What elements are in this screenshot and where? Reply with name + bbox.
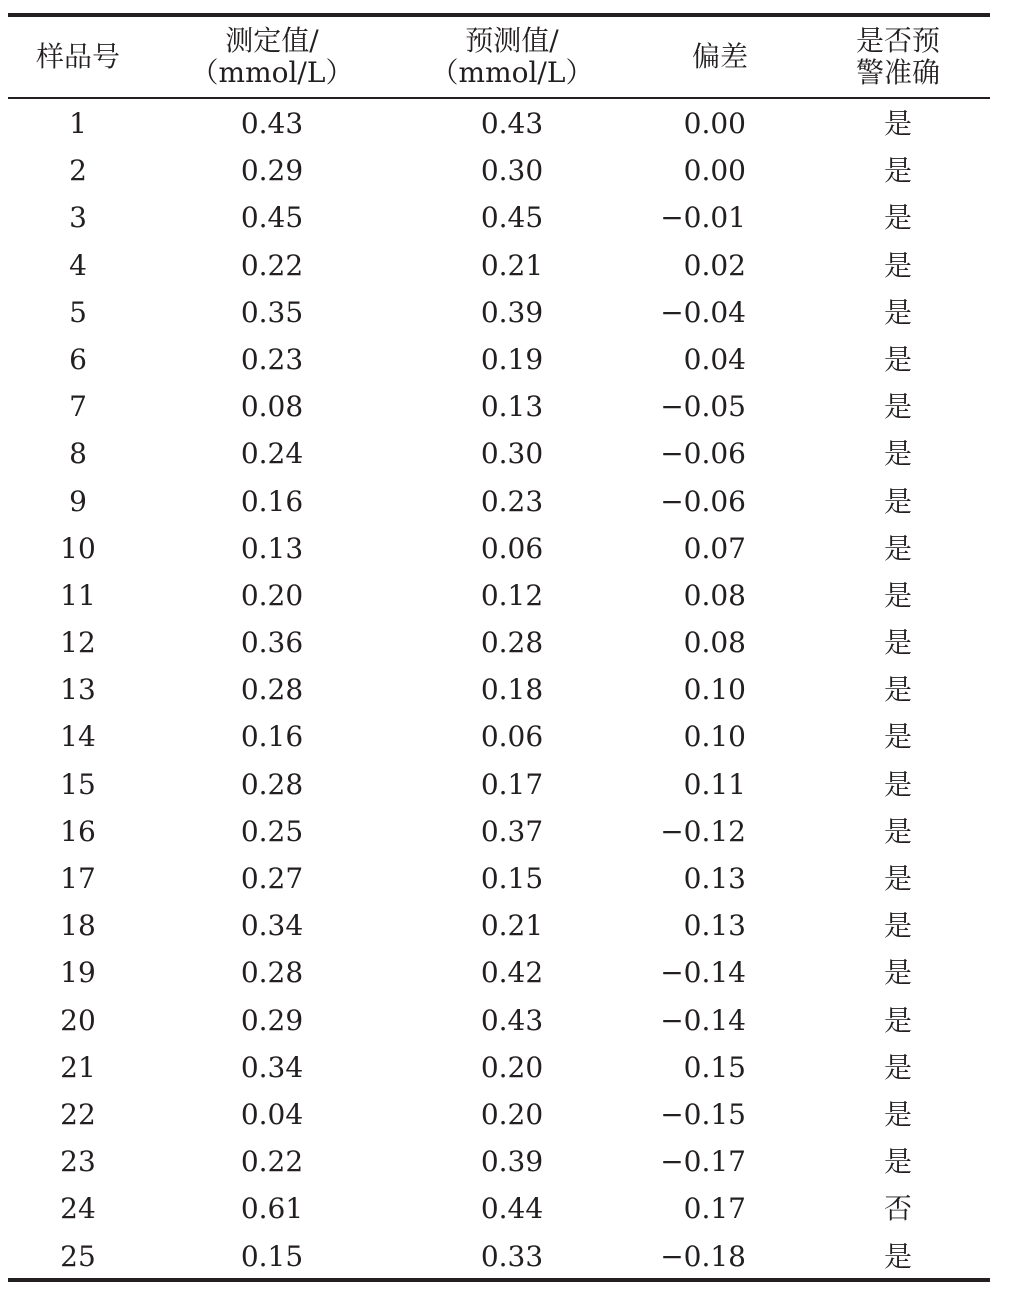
cell-sample-number: 2: [69, 154, 87, 188]
header-predicted-value-line-2: （mmol/L）: [430, 56, 594, 89]
cell-measured-value: 0.29: [240, 154, 304, 188]
cell-predicted-value: 0.13: [480, 390, 544, 424]
table-row: [0, 1233, 1009, 1280]
cell-predicted-value: 0.20: [480, 1097, 544, 1131]
cell-measured-value: 0.43: [240, 107, 304, 140]
cell-deviation: 0.15: [683, 1050, 746, 1084]
cell-predicted-value: 0.15: [480, 862, 544, 895]
cell-warning-accurate: 是: [883, 814, 912, 848]
cell-sample-number: 5: [69, 295, 87, 329]
table-row: [0, 572, 1009, 619]
cell-predicted-value: 0.42: [480, 956, 544, 990]
cell-predicted-value: 0.30: [480, 154, 544, 188]
cell-sample-number: 18: [60, 909, 96, 943]
cell-warning-accurate: 是: [883, 1050, 912, 1084]
cell-warning-accurate: 是: [883, 342, 912, 376]
cell-deviation: 0.13: [683, 862, 746, 895]
cell-deviation: 0.07: [683, 531, 746, 565]
cell-measured-value: 0.08: [240, 390, 304, 424]
header-warning-accurate: [848, 17, 948, 97]
table-row: [0, 997, 1009, 1044]
cell-measured-value: 0.23: [240, 342, 304, 376]
cell-predicted-value: 0.06: [480, 531, 544, 565]
cell-deviation: −0.14: [660, 1003, 746, 1037]
cell-predicted-value: 0.18: [480, 673, 544, 707]
cell-warning-accurate: 是: [883, 862, 912, 895]
cell-sample-number: 10: [60, 531, 96, 565]
cell-deviation: 0.17: [683, 1192, 746, 1226]
cell-predicted-value: 0.30: [480, 437, 544, 471]
cell-sample-number: 8: [69, 437, 87, 471]
table-row: [0, 902, 1009, 949]
cell-measured-value: 0.29: [240, 1003, 304, 1037]
header-measured-value-line-1: 测定值/: [225, 24, 319, 57]
cell-sample-number: 24: [60, 1192, 96, 1226]
table-row: [0, 1044, 1009, 1091]
table-row: [0, 808, 1009, 855]
table-row: [0, 147, 1009, 194]
table-row: [0, 336, 1009, 383]
cell-predicted-value: 0.21: [480, 248, 544, 282]
cell-warning-accurate: 是: [883, 437, 912, 471]
table-row: [0, 430, 1009, 477]
cell-sample-number: 23: [60, 1145, 96, 1179]
cell-sample-number: 12: [60, 626, 96, 660]
cell-deviation: 0.04: [683, 342, 746, 376]
cell-measured-value: 0.20: [240, 578, 304, 612]
header-predicted-value-line-1: 预测值/: [465, 24, 559, 57]
cell-measured-value: 0.15: [240, 1239, 304, 1273]
cell-warning-accurate: 是: [883, 673, 912, 707]
table-row: [0, 525, 1009, 572]
cell-predicted-value: 0.44: [480, 1192, 544, 1226]
cell-warning-accurate: 是: [883, 531, 912, 565]
cell-measured-value: 0.04: [240, 1097, 304, 1131]
cell-deviation: −0.05: [660, 390, 746, 424]
cell-measured-value: 0.25: [240, 814, 304, 848]
cell-warning-accurate: 是: [883, 1097, 912, 1131]
table-row: [0, 242, 1009, 289]
cell-deviation: 0.13: [683, 909, 746, 943]
cell-sample-number: 21: [60, 1050, 96, 1084]
cell-sample-number: 4: [69, 248, 87, 282]
cell-predicted-value: 0.37: [480, 814, 544, 848]
cell-warning-accurate: 是: [883, 909, 912, 943]
cell-deviation: 0.02: [683, 248, 746, 282]
table-row: [0, 194, 1009, 241]
cell-deviation: 0.10: [683, 673, 746, 707]
cell-predicted-value: 0.28: [480, 626, 544, 660]
cell-deviation: −0.15: [660, 1097, 746, 1131]
cell-deviation: −0.12: [660, 814, 746, 848]
cell-sample-number: 19: [60, 956, 96, 990]
cell-deviation: −0.06: [660, 484, 746, 518]
cell-measured-value: 0.34: [240, 1050, 304, 1084]
cell-warning-accurate: 是: [883, 1239, 912, 1273]
table-header-rule: [8, 97, 990, 99]
cell-warning-accurate: 是: [883, 1003, 912, 1037]
cell-warning-accurate: 是: [883, 626, 912, 660]
cell-warning-accurate: 是: [883, 390, 912, 424]
cell-sample-number: 25: [60, 1239, 96, 1273]
header-predicted-value: [412, 17, 612, 97]
cell-warning-accurate: 是: [883, 201, 912, 235]
cell-warning-accurate: 是: [883, 578, 912, 612]
cell-measured-value: 0.36: [240, 626, 304, 660]
table-row: [0, 666, 1009, 713]
cell-warning-accurate: 是: [883, 107, 912, 140]
cell-warning-accurate: 是: [883, 1145, 912, 1179]
cell-sample-number: 22: [60, 1097, 96, 1131]
header-deviation-line: 偏差: [691, 40, 748, 73]
cell-sample-number: 7: [69, 390, 87, 424]
cell-deviation: −0.04: [660, 295, 746, 329]
table-row: [0, 478, 1009, 525]
cell-sample-number: 11: [60, 578, 96, 612]
cell-deviation: 0.00: [683, 154, 746, 188]
cell-warning-accurate: 是: [883, 484, 912, 518]
cell-sample-number: 6: [69, 342, 87, 376]
cell-deviation: 0.00: [683, 107, 746, 140]
cell-sample-number: 13: [60, 673, 96, 707]
table-row: [0, 949, 1009, 996]
cell-measured-value: 0.35: [240, 295, 304, 329]
cell-sample-number: 16: [60, 814, 96, 848]
cell-measured-value: 0.27: [240, 862, 304, 895]
table-row: [0, 1138, 1009, 1185]
header-sample-number: [28, 17, 128, 97]
header-sample-number-line: 样品号: [35, 40, 120, 73]
cell-predicted-value: 0.43: [480, 1003, 544, 1037]
caption-fragment: [0, 0, 1009, 14]
cell-warning-accurate: 是: [883, 248, 912, 282]
cell-warning-accurate: 是: [883, 767, 912, 801]
cell-sample-number: 20: [60, 1003, 96, 1037]
table-row: [0, 761, 1009, 808]
cell-deviation: −0.14: [660, 956, 746, 990]
cell-predicted-value: 0.39: [480, 295, 544, 329]
cell-measured-value: 0.34: [240, 909, 304, 943]
table-row: [0, 713, 1009, 760]
cell-measured-value: 0.61: [240, 1192, 304, 1226]
cell-deviation: −0.06: [660, 437, 746, 471]
cell-measured-value: 0.28: [240, 956, 304, 990]
cell-predicted-value: 0.19: [480, 342, 544, 376]
cell-predicted-value: 0.21: [480, 909, 544, 943]
cell-warning-accurate: 否: [883, 1192, 912, 1226]
cell-sample-number: 1: [69, 107, 87, 140]
cell-sample-number: 9: [69, 484, 87, 518]
cell-deviation: −0.18: [660, 1239, 746, 1273]
table-row: [0, 289, 1009, 336]
header-warning-accurate-line-1: 是否预: [855, 24, 940, 57]
table-row: [0, 100, 1009, 147]
cell-sample-number: 17: [60, 862, 96, 895]
cell-deviation: 0.11: [683, 767, 746, 801]
cell-warning-accurate: 是: [883, 720, 912, 754]
cell-predicted-value: 0.20: [480, 1050, 544, 1084]
table-row: [0, 1185, 1009, 1232]
cell-warning-accurate: 是: [883, 956, 912, 990]
cell-measured-value: 0.28: [240, 767, 304, 801]
header-measured-value: [172, 17, 372, 97]
cell-measured-value: 0.16: [240, 720, 304, 754]
cell-predicted-value: 0.43: [480, 107, 544, 140]
cell-sample-number: 15: [60, 767, 96, 801]
table-row: [0, 855, 1009, 902]
cell-predicted-value: 0.45: [480, 201, 544, 235]
cell-predicted-value: 0.39: [480, 1145, 544, 1179]
header-warning-accurate-line-2: 警准确: [855, 56, 940, 89]
table-bottom-rule: [8, 1278, 990, 1282]
cell-predicted-value: 0.33: [480, 1239, 544, 1273]
cell-deviation: 0.08: [683, 578, 746, 612]
cell-deviation: 0.08: [683, 626, 746, 660]
cell-measured-value: 0.45: [240, 201, 304, 235]
cell-measured-value: 0.22: [240, 248, 304, 282]
header-measured-value-line-2: （mmol/L）: [190, 56, 354, 89]
cell-predicted-value: 0.12: [480, 578, 544, 612]
table-body: [0, 100, 1009, 1280]
cell-deviation: −0.01: [660, 201, 746, 235]
cell-deviation: 0.10: [683, 720, 746, 754]
table-row: [0, 383, 1009, 430]
header-deviation: [640, 17, 800, 97]
cell-measured-value: 0.22: [240, 1145, 304, 1179]
cell-measured-value: 0.16: [240, 484, 304, 518]
cell-measured-value: 0.13: [240, 531, 304, 565]
cell-predicted-value: 0.17: [480, 767, 544, 801]
cell-sample-number: 14: [60, 720, 96, 754]
cell-predicted-value: 0.06: [480, 720, 544, 754]
cell-predicted-value: 0.23: [480, 484, 544, 518]
cell-measured-value: 0.24: [240, 437, 304, 471]
cell-warning-accurate: 是: [883, 154, 912, 188]
cell-warning-accurate: 是: [883, 295, 912, 329]
cell-measured-value: 0.28: [240, 673, 304, 707]
cell-deviation: −0.17: [660, 1145, 746, 1179]
cell-sample-number: 3: [69, 201, 87, 235]
table-row: [0, 619, 1009, 666]
table-row: [0, 1091, 1009, 1138]
